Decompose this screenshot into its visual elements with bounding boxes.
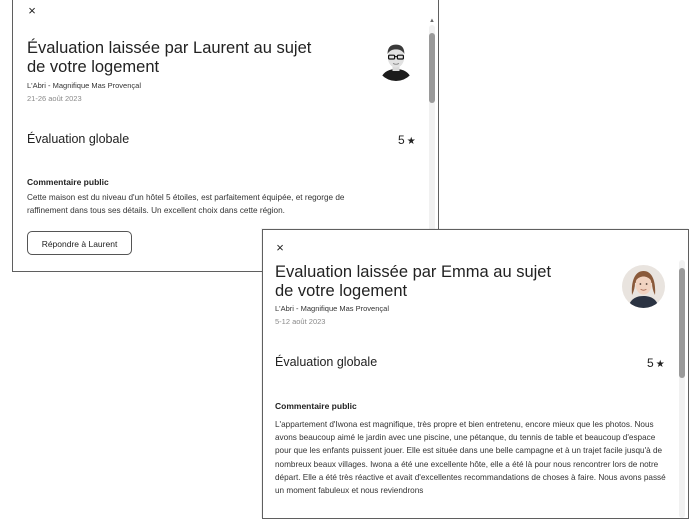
reviewer-photo-emma — [622, 265, 665, 308]
star-icon: ★ — [655, 359, 665, 370]
scrollbar-thumb[interactable] — [429, 33, 435, 103]
overall-rating-label: Évaluation globale — [27, 132, 130, 146]
public-comment-label: Commentaire public — [27, 177, 109, 187]
overall-rating — [647, 356, 665, 370]
public-comment-text: L'appartement d'Iwona est magnifique, très propre et bien entretenu, encore mieux que les photos. Nous avons beaucoup aimé le jardin avec une piscine, une pétanque, du tennis de table et beaucoup d'espace pour que les enfants puissent jouer. Elle est située dans une belle campagne et à un trajet facile jusqu'à de nombreux beaux villages. Iwona a été une excellente hôte, elle a été là pour nous rencontrer lors de notre départ. Elle a été très réactive et avait d'excellentes recommandations de choses à faire. Nous avons passé un moment fabuleux et nous reviendrons — [275, 420, 666, 496]
close-icon[interactable]: × — [28, 3, 36, 18]
avatar — [376, 41, 416, 81]
public-comment-label: Commentaire public — [275, 401, 357, 411]
star-icon: ★ — [406, 136, 416, 147]
avatar — [622, 265, 665, 308]
rating-value: 5 — [398, 133, 405, 147]
public-comment-text: Cette maison est du niveau d'un hôtel 5 étoiles, est parfaitement équipée, et regorge de raffinement dans tous ses détails. Un excellent choix dans cette région. — [27, 193, 345, 216]
stay-dates: 21-26 août 2023 — [27, 94, 82, 103]
overall-rating — [398, 133, 416, 147]
reply-button[interactable]: Répondre à Laurent — [27, 231, 132, 255]
rating-value: 5 — [647, 356, 654, 370]
listing-name: L'Abri - Magnifique Mas Provençal — [27, 81, 141, 90]
stay-dates: 5-12 août 2023 — [275, 317, 326, 326]
overall-rating-label: Évaluation globale — [275, 355, 378, 369]
scrollbar[interactable] — [429, 18, 435, 261]
scroll-up-icon[interactable]: ▲ — [429, 18, 435, 24]
listing-name: L'Abri - Magnifique Mas Provençal — [275, 304, 389, 313]
scrollbar[interactable] — [679, 260, 685, 518]
review-title: Évaluation laissée par Laurent au sujet de votre logement — [27, 39, 312, 76]
review-dialog-emma — [262, 229, 689, 519]
scrollbar-thumb[interactable] — [679, 268, 685, 378]
reviewer-photo-laurent — [376, 41, 416, 81]
review-title: Evaluation laissée par Emma au sujet de votre logement — [275, 263, 552, 300]
close-icon[interactable]: × — [276, 240, 284, 255]
